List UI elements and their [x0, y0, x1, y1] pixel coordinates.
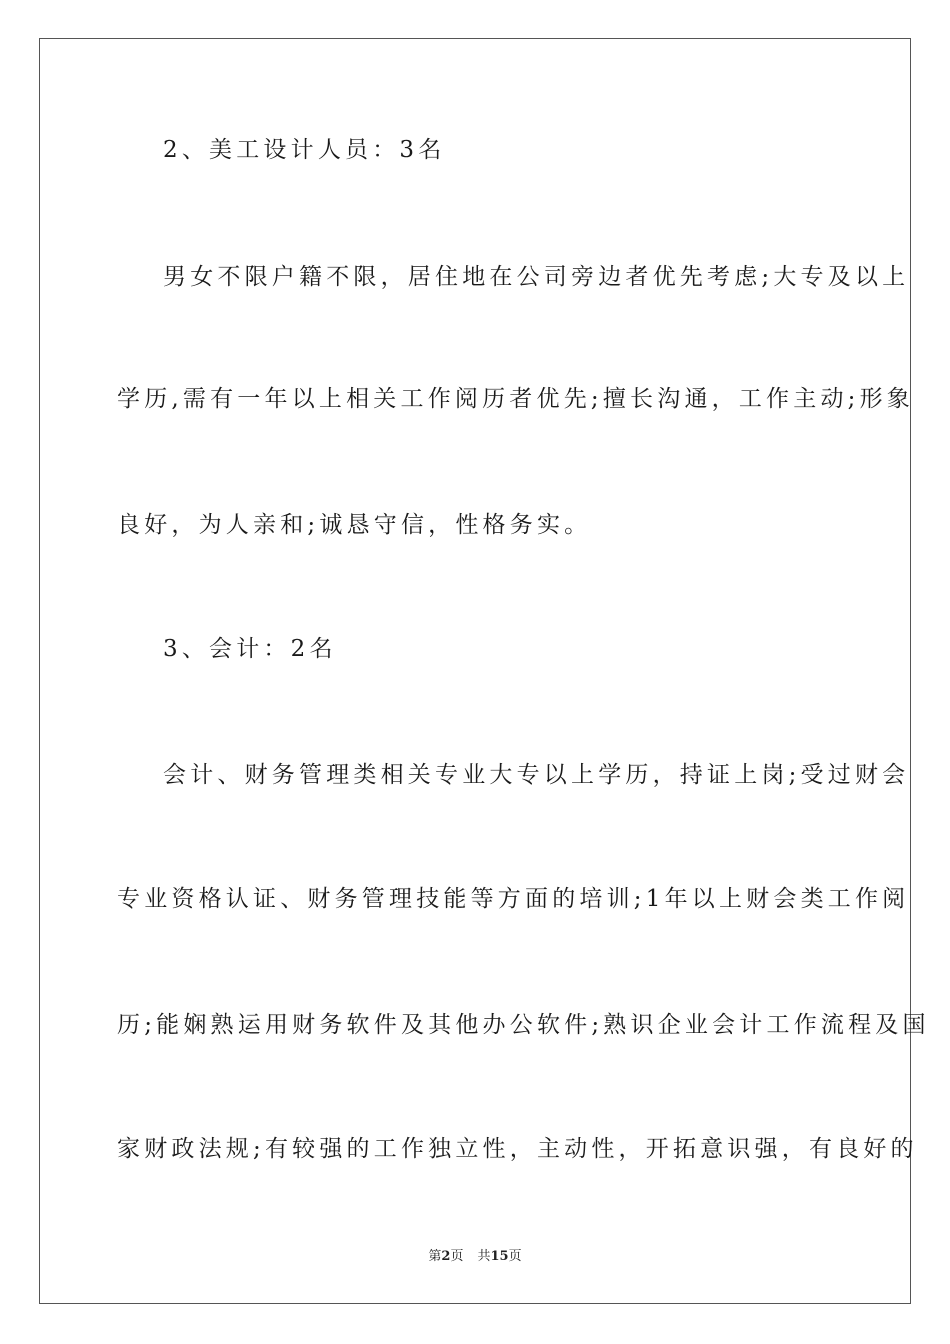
- section-heading-designer: 2、美工设计人员：3名: [163, 137, 446, 163]
- paragraph-line: 历;能娴熟运用财务软件及其他办公软件;熟识企业会计工作流程及国: [117, 1012, 930, 1038]
- page-suffix: 页: [450, 1249, 464, 1264]
- paragraph-line: 学历,需有一年以上相关工作阅历者优先;擅长沟通，工作主动;形象: [117, 386, 915, 412]
- total-pages: 15: [490, 1249, 509, 1264]
- total-prefix: 共: [477, 1249, 491, 1264]
- paragraph-line: 会计、财务管理类相关专业大专以上学历，持证上岗;受过财会: [163, 762, 910, 788]
- paragraph-line: 良好，为人亲和;诚恳守信，性格务实。: [117, 512, 592, 538]
- page-number: 2: [441, 1249, 451, 1264]
- page-footer: [0, 1245, 950, 1264]
- page-border: [39, 38, 930, 1304]
- total-suffix: 页: [508, 1249, 522, 1264]
- section-heading-accountant: 3、会计：2名: [163, 636, 337, 662]
- paragraph-line: 专业资格认证、财务管理技能等方面的培训;1年以上财会类工作阅: [117, 886, 910, 912]
- paragraph-line: 男女不限户籍不限，居住地在公司旁边者优先考虑;大专及以上: [163, 264, 910, 290]
- paragraph-line: 家财政法规;有较强的工作独立性，主动性，开拓意识强，有良好的: [117, 1136, 918, 1162]
- page-prefix: 第: [428, 1249, 442, 1264]
